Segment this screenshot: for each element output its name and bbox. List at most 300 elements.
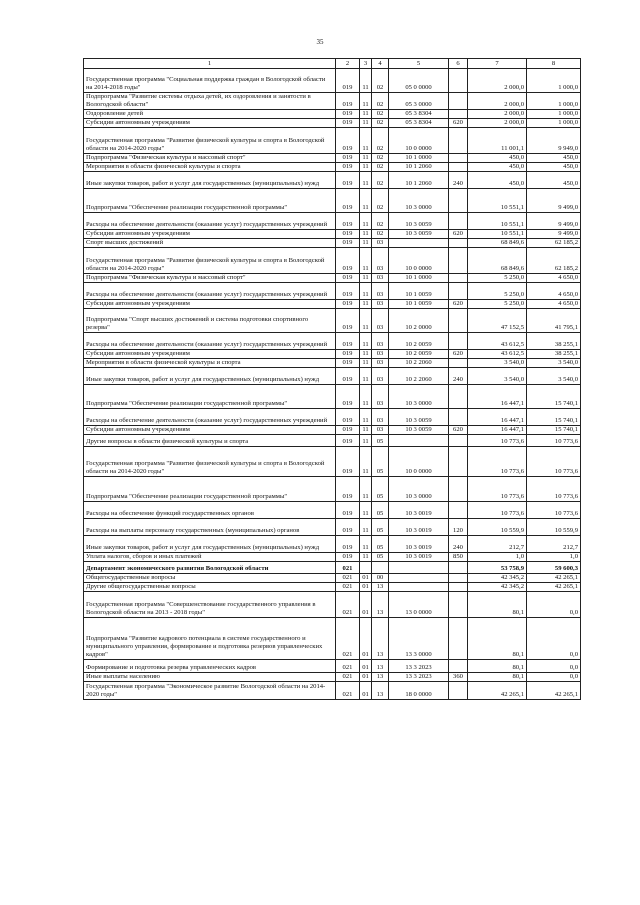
amount-2016: 80,1 [468, 673, 527, 682]
admin-code: 019 [336, 333, 360, 350]
amount-2017: 42 265,1 [527, 682, 581, 700]
subsection-code: 02 [372, 154, 389, 163]
target-code: 10 3 0019 [389, 502, 449, 519]
subsection-code: 13 [372, 618, 389, 660]
expense-type [449, 682, 468, 700]
subsection-code: 05 [372, 447, 389, 477]
section-code: 11 [360, 409, 372, 426]
expense-type [449, 213, 468, 230]
section-code: 11 [360, 426, 372, 435]
admin-code: 021 [336, 583, 360, 592]
section-code: 11 [360, 274, 372, 283]
admin-code: 019 [336, 426, 360, 435]
amount-2016: 10 773,6 [468, 435, 527, 447]
subsection-code: 05 [372, 502, 389, 519]
admin-code: 019 [336, 385, 360, 409]
row-name: Государственная программа "Социальная поддержка граждан в Вологодской области на 2014-2018 годы" [84, 69, 336, 93]
amount-2017: 42 265,1 [527, 583, 581, 592]
section-code [360, 562, 372, 574]
amount-2016: 10 773,6 [468, 447, 527, 477]
target-code: 10 2 2060 [389, 368, 449, 385]
subsection-code: 05 [372, 477, 389, 502]
expense-type [449, 163, 468, 172]
table-row [84, 300, 581, 309]
subsection-code: 13 [372, 660, 389, 673]
expense-type [449, 283, 468, 300]
amount-2016: 53 758,9 [468, 562, 527, 574]
target-code: 10 3 0059 [389, 426, 449, 435]
amount-2016: 16 447,1 [468, 385, 527, 409]
admin-code: 019 [336, 283, 360, 300]
admin-code: 021 [336, 618, 360, 660]
amount-2016: 5 250,0 [468, 274, 527, 283]
subsection-code: 02 [372, 128, 389, 154]
amount-2016: 68 849,6 [468, 248, 527, 274]
expense-type: 620 [449, 230, 468, 239]
section-code: 11 [360, 230, 372, 239]
row-name: Иные закупки товаров, работ и услуг для государственных (муниципальных) нужд [84, 368, 336, 385]
amount-2016: 450,0 [468, 172, 527, 189]
subsection-code: 03 [372, 359, 389, 368]
table-row [84, 673, 581, 682]
amount-2017: 4 650,0 [527, 274, 581, 283]
subsection-code: 13 [372, 673, 389, 682]
table-row [84, 274, 581, 283]
target-code: 10 3 0000 [389, 189, 449, 213]
amount-2017: 41 795,1 [527, 309, 581, 333]
amount-2016: 450,0 [468, 163, 527, 172]
subsection-code: 05 [372, 553, 389, 562]
subsection-code: 03 [372, 368, 389, 385]
admin-code: 019 [336, 163, 360, 172]
amount-2016: 10 559,9 [468, 519, 527, 536]
section-code: 11 [360, 110, 372, 119]
amount-2016: 11 001,1 [468, 128, 527, 154]
target-code: 10 3 0019 [389, 519, 449, 536]
table-row [84, 283, 581, 300]
row-name: Расходы на обеспечение деятельности (оказание услуг) государственных учреждений [84, 213, 336, 230]
expense-type: 620 [449, 300, 468, 309]
target-code: 10 3 0019 [389, 553, 449, 562]
row-name: Подпрограмма "Обеспечение реализации государственной программы" [84, 385, 336, 409]
target-code: 05 0 0000 [389, 69, 449, 93]
subsection-code: 02 [372, 213, 389, 230]
target-code: 10 1 2060 [389, 163, 449, 172]
expense-type: 360 [449, 673, 468, 682]
target-code: 10 2 0059 [389, 350, 449, 359]
section-code: 11 [360, 553, 372, 562]
subsection-code: 03 [372, 283, 389, 300]
amount-2017: 4 650,0 [527, 283, 581, 300]
table-row [84, 309, 581, 333]
amount-2017: 38 255,1 [527, 333, 581, 350]
section-code: 01 [360, 682, 372, 700]
table-row [84, 385, 581, 409]
amount-2017: 62 185,2 [527, 248, 581, 274]
expense-type [449, 447, 468, 477]
admin-code: 019 [336, 69, 360, 93]
row-name: Субсидии автономным учреждениям [84, 350, 336, 359]
section-code: 11 [360, 128, 372, 154]
table-row [84, 359, 581, 368]
amount-2016: 2 000,0 [468, 119, 527, 128]
table-row [84, 583, 581, 592]
table-row [84, 477, 581, 502]
target-code: 10 3 0059 [389, 230, 449, 239]
amount-2016: 3 540,0 [468, 359, 527, 368]
target-code: 10 3 0059 [389, 409, 449, 426]
admin-code: 019 [336, 477, 360, 502]
section-code: 11 [360, 300, 372, 309]
header-row [84, 59, 581, 69]
section-code: 11 [360, 213, 372, 230]
subsection-code: 02 [372, 172, 389, 189]
section-code: 01 [360, 574, 372, 583]
expense-type [449, 248, 468, 274]
amount-2016: 1,0 [468, 553, 527, 562]
subsection-code: 02 [372, 69, 389, 93]
amount-2017: 450,0 [527, 154, 581, 163]
expense-type [449, 592, 468, 618]
admin-code: 019 [336, 519, 360, 536]
admin-code: 019 [336, 536, 360, 553]
row-name: Оздоровление детей [84, 110, 336, 119]
admin-code: 019 [336, 359, 360, 368]
row-name: Подпрограмма "Развитие системы отдыха детей, их оздоровления и занятости в Вологодской области" [84, 93, 336, 110]
table-row [84, 409, 581, 426]
subsection-code: 02 [372, 189, 389, 213]
row-name: Государственная программа "Развитие физической культуры и спорта в Вологодской области на 2014-2020 годы" [84, 447, 336, 477]
subsection-code: 03 [372, 333, 389, 350]
row-name: Подпрограмма "Обеспечение реализации государственной программы" [84, 477, 336, 502]
amount-2016: 2 000,0 [468, 93, 527, 110]
col-header: 3 [360, 59, 372, 69]
col-header: 1 [84, 59, 336, 69]
amount-2017: 0,0 [527, 592, 581, 618]
subsection-code: 05 [372, 435, 389, 447]
subsection-code: 05 [372, 519, 389, 536]
section-code: 11 [360, 536, 372, 553]
amount-2017: 15 740,1 [527, 409, 581, 426]
row-name: Расходы на обеспечение функций государственных органов [84, 502, 336, 519]
target-code: 10 3 0019 [389, 536, 449, 553]
amount-2017: 0,0 [527, 660, 581, 673]
admin-code: 019 [336, 350, 360, 359]
amount-2016: 80,1 [468, 618, 527, 660]
row-name: Субсидии автономным учреждениям [84, 426, 336, 435]
amount-2017: 1 000,0 [527, 69, 581, 93]
col-header: 5 [389, 59, 449, 69]
amount-2016: 212,7 [468, 536, 527, 553]
target-code: 13 0 0000 [389, 592, 449, 618]
section-code: 11 [360, 172, 372, 189]
expense-type: 620 [449, 119, 468, 128]
amount-2016: 43 612,5 [468, 333, 527, 350]
table-row [84, 69, 581, 93]
section-code: 11 [360, 333, 372, 350]
section-code: 11 [360, 519, 372, 536]
amount-2016: 42 265,1 [468, 682, 527, 700]
amount-2017: 1 000,0 [527, 93, 581, 110]
table-row [84, 435, 581, 447]
target-code: 10 1 0059 [389, 283, 449, 300]
row-name: Уплата налогов, сборов и иных платежей [84, 553, 336, 562]
subsection-code: 02 [372, 119, 389, 128]
row-name: Общегосударственные вопросы [84, 574, 336, 583]
table-row [84, 502, 581, 519]
target-code [389, 435, 449, 447]
section-code: 11 [360, 368, 372, 385]
table-row [84, 660, 581, 673]
section-code: 11 [360, 189, 372, 213]
section-code: 11 [360, 283, 372, 300]
table-row [84, 248, 581, 274]
admin-code: 021 [336, 592, 360, 618]
subsection-code: 02 [372, 93, 389, 110]
table-row [84, 128, 581, 154]
expense-type [449, 618, 468, 660]
expense-type: 240 [449, 368, 468, 385]
amount-2017: 0,0 [527, 673, 581, 682]
amount-2016: 2 000,0 [468, 69, 527, 93]
target-code [389, 562, 449, 574]
amount-2017: 450,0 [527, 172, 581, 189]
section-code: 11 [360, 502, 372, 519]
section-code: 11 [360, 154, 372, 163]
section-code: 11 [360, 435, 372, 447]
target-code: 13 3 2023 [389, 673, 449, 682]
subsection-code: 03 [372, 309, 389, 333]
amount-2016: 10 551,1 [468, 230, 527, 239]
section-code: 01 [360, 673, 372, 682]
table-row [84, 333, 581, 350]
section-code: 01 [360, 660, 372, 673]
row-name: Субсидии автономным учреждениям [84, 119, 336, 128]
target-code: 05 3 0000 [389, 93, 449, 110]
target-code: 13 3 0000 [389, 618, 449, 660]
target-code: 13 3 2023 [389, 660, 449, 673]
amount-2017: 62 185,2 [527, 239, 581, 248]
row-name: Государственная программа "Развитие физической культуры и спорта в Вологодской области на 2014-2020 годы" [84, 128, 336, 154]
row-name: Государственная программа "Развитие физической культуры и спорта в Вологодской области на 2014-2020 годы" [84, 248, 336, 274]
section-code: 11 [360, 163, 372, 172]
admin-code: 019 [336, 119, 360, 128]
amount-2017: 59 600,3 [527, 562, 581, 574]
amount-2017: 1,0 [527, 553, 581, 562]
row-name: Иные закупки товаров, работ и услуг для государственных (муниципальных) нужд [84, 172, 336, 189]
target-code: 10 3 0000 [389, 385, 449, 409]
amount-2016: 80,1 [468, 660, 527, 673]
budget-table [83, 58, 581, 700]
row-name: Спорт высших достижений [84, 239, 336, 248]
row-name: Субсидии автономным учреждениям [84, 230, 336, 239]
subsection-code: 13 [372, 682, 389, 700]
table-row [84, 519, 581, 536]
admin-code: 019 [336, 239, 360, 248]
section-code: 11 [360, 119, 372, 128]
table-row [84, 189, 581, 213]
subsection-code: 13 [372, 592, 389, 618]
target-code: 10 3 0000 [389, 477, 449, 502]
amount-2017: 10 773,6 [527, 447, 581, 477]
admin-code: 019 [336, 248, 360, 274]
amount-2016: 450,0 [468, 154, 527, 163]
expense-type [449, 660, 468, 673]
table-row [84, 93, 581, 110]
amount-2017: 10 559,9 [527, 519, 581, 536]
page-number: 35 [316, 38, 324, 46]
subsection-code: 03 [372, 409, 389, 426]
amount-2016: 3 540,0 [468, 368, 527, 385]
row-name: Подпрограмма "Спорт высших достижений и система подготовки спортивного резерва" [84, 309, 336, 333]
expense-type [449, 309, 468, 333]
table-row [84, 119, 581, 128]
col-header: 8 [527, 59, 581, 69]
admin-code: 019 [336, 172, 360, 189]
table-row [84, 574, 581, 583]
subsection-code: 03 [372, 385, 389, 409]
expense-type [449, 502, 468, 519]
table-row [84, 592, 581, 618]
amount-2017: 1 000,0 [527, 110, 581, 119]
subsection-code: 00 [372, 574, 389, 583]
amount-2016: 16 447,1 [468, 426, 527, 435]
admin-code: 021 [336, 673, 360, 682]
target-code: 05 3 8304 [389, 110, 449, 119]
expense-type [449, 93, 468, 110]
amount-2016: 42 345,2 [468, 574, 527, 583]
col-header: 2 [336, 59, 360, 69]
row-name: Подпрограмма "Физическая культура и массовый спорт" [84, 154, 336, 163]
admin-code: 019 [336, 368, 360, 385]
amount-2016: 42 345,2 [468, 583, 527, 592]
section-code: 11 [360, 239, 372, 248]
amount-2017: 9 499,0 [527, 213, 581, 230]
admin-code: 019 [336, 300, 360, 309]
subsection-code: 03 [372, 248, 389, 274]
admin-code: 019 [336, 409, 360, 426]
section-code: 11 [360, 359, 372, 368]
expense-type [449, 128, 468, 154]
admin-code: 019 [336, 274, 360, 283]
col-header: 4 [372, 59, 389, 69]
amount-2016: 10 773,6 [468, 477, 527, 502]
row-name: Подпрограмма "Обеспечение реализации государственной программы" [84, 189, 336, 213]
table-row [84, 368, 581, 385]
subsection-code: 03 [372, 239, 389, 248]
row-name: Другие общегосударственные вопросы [84, 583, 336, 592]
amount-2016: 10 551,1 [468, 189, 527, 213]
section-code: 11 [360, 350, 372, 359]
section-code: 01 [360, 583, 372, 592]
table-row [84, 562, 581, 574]
expense-type: 620 [449, 426, 468, 435]
section-code: 01 [360, 618, 372, 660]
expense-type: 850 [449, 553, 468, 562]
amount-2017: 10 773,6 [527, 435, 581, 447]
admin-code: 019 [336, 502, 360, 519]
section-code: 01 [360, 592, 372, 618]
expense-type [449, 274, 468, 283]
admin-code: 019 [336, 110, 360, 119]
target-code: 10 2 0000 [389, 309, 449, 333]
expense-type [449, 583, 468, 592]
section-code: 11 [360, 447, 372, 477]
row-name: Иные выплаты населению [84, 673, 336, 682]
expense-type [449, 69, 468, 93]
table-row [84, 447, 581, 477]
amount-2016: 5 250,0 [468, 300, 527, 309]
table-row [84, 239, 581, 248]
amount-2016: 10 551,1 [468, 213, 527, 230]
admin-code: 019 [336, 154, 360, 163]
amount-2016: 43 612,5 [468, 350, 527, 359]
target-code: 05 3 8304 [389, 119, 449, 128]
admin-code: 019 [336, 309, 360, 333]
amount-2016: 5 250,0 [468, 283, 527, 300]
target-code: 10 1 0000 [389, 154, 449, 163]
amount-2017: 42 265,1 [527, 574, 581, 583]
target-code: 10 3 0059 [389, 213, 449, 230]
table-row [84, 618, 581, 660]
subsection-code: 03 [372, 350, 389, 359]
row-name: Другие вопросы в области физической культуры и спорта [84, 435, 336, 447]
row-name: Субсидии автономным учреждениям [84, 300, 336, 309]
target-code: 10 0 0000 [389, 447, 449, 477]
row-name: Формирование и подготовка резерва управленческих кадров [84, 660, 336, 673]
target-code: 10 2 2060 [389, 359, 449, 368]
amount-2017: 38 255,1 [527, 350, 581, 359]
row-name: Подпрограмма "Развитие кадрового потенциала в системе государственного и муниципального управления, формирование и подготовка резервов управленческих кадров" [84, 618, 336, 660]
amount-2017: 15 740,1 [527, 385, 581, 409]
target-code: 10 1 0000 [389, 274, 449, 283]
expense-type [449, 154, 468, 163]
amount-2017: 4 650,0 [527, 300, 581, 309]
amount-2017: 3 540,0 [527, 368, 581, 385]
row-name: Расходы на обеспечение деятельности (оказание услуг) государственных учреждений [84, 283, 336, 300]
expense-type [449, 435, 468, 447]
row-name: Государственная программа "Совершенствование государственного управления в Вологодской области на 2013 - 2018 годы" [84, 592, 336, 618]
row-name: Расходы на выплаты персоналу государственных (муниципальных) органов [84, 519, 336, 536]
section-code: 11 [360, 309, 372, 333]
section-code: 11 [360, 69, 372, 93]
amount-2017: 9 949,0 [527, 128, 581, 154]
amount-2017: 0,0 [527, 618, 581, 660]
row-name: Мероприятия в области физической культуры и спорта [84, 359, 336, 368]
table-row [84, 154, 581, 163]
target-code: 10 1 0059 [389, 300, 449, 309]
expense-type [449, 409, 468, 426]
expense-type [449, 189, 468, 213]
expense-type: 240 [449, 172, 468, 189]
expense-type: 620 [449, 350, 468, 359]
amount-2016: 16 447,1 [468, 409, 527, 426]
subsection-code: 03 [372, 274, 389, 283]
subsection-code: 13 [372, 583, 389, 592]
section-code: 11 [360, 248, 372, 274]
subsection-code [372, 562, 389, 574]
target-code: 18 0 0000 [389, 682, 449, 700]
admin-code: 021 [336, 574, 360, 583]
expense-type: 240 [449, 536, 468, 553]
table-row [84, 426, 581, 435]
subsection-code: 03 [372, 426, 389, 435]
amount-2017: 15 740,1 [527, 426, 581, 435]
section-code: 11 [360, 93, 372, 110]
admin-code: 019 [336, 93, 360, 110]
target-code: 10 0 0000 [389, 128, 449, 154]
row-name: Расходы на обеспечение деятельности (оказание услуг) государственных учреждений [84, 409, 336, 426]
